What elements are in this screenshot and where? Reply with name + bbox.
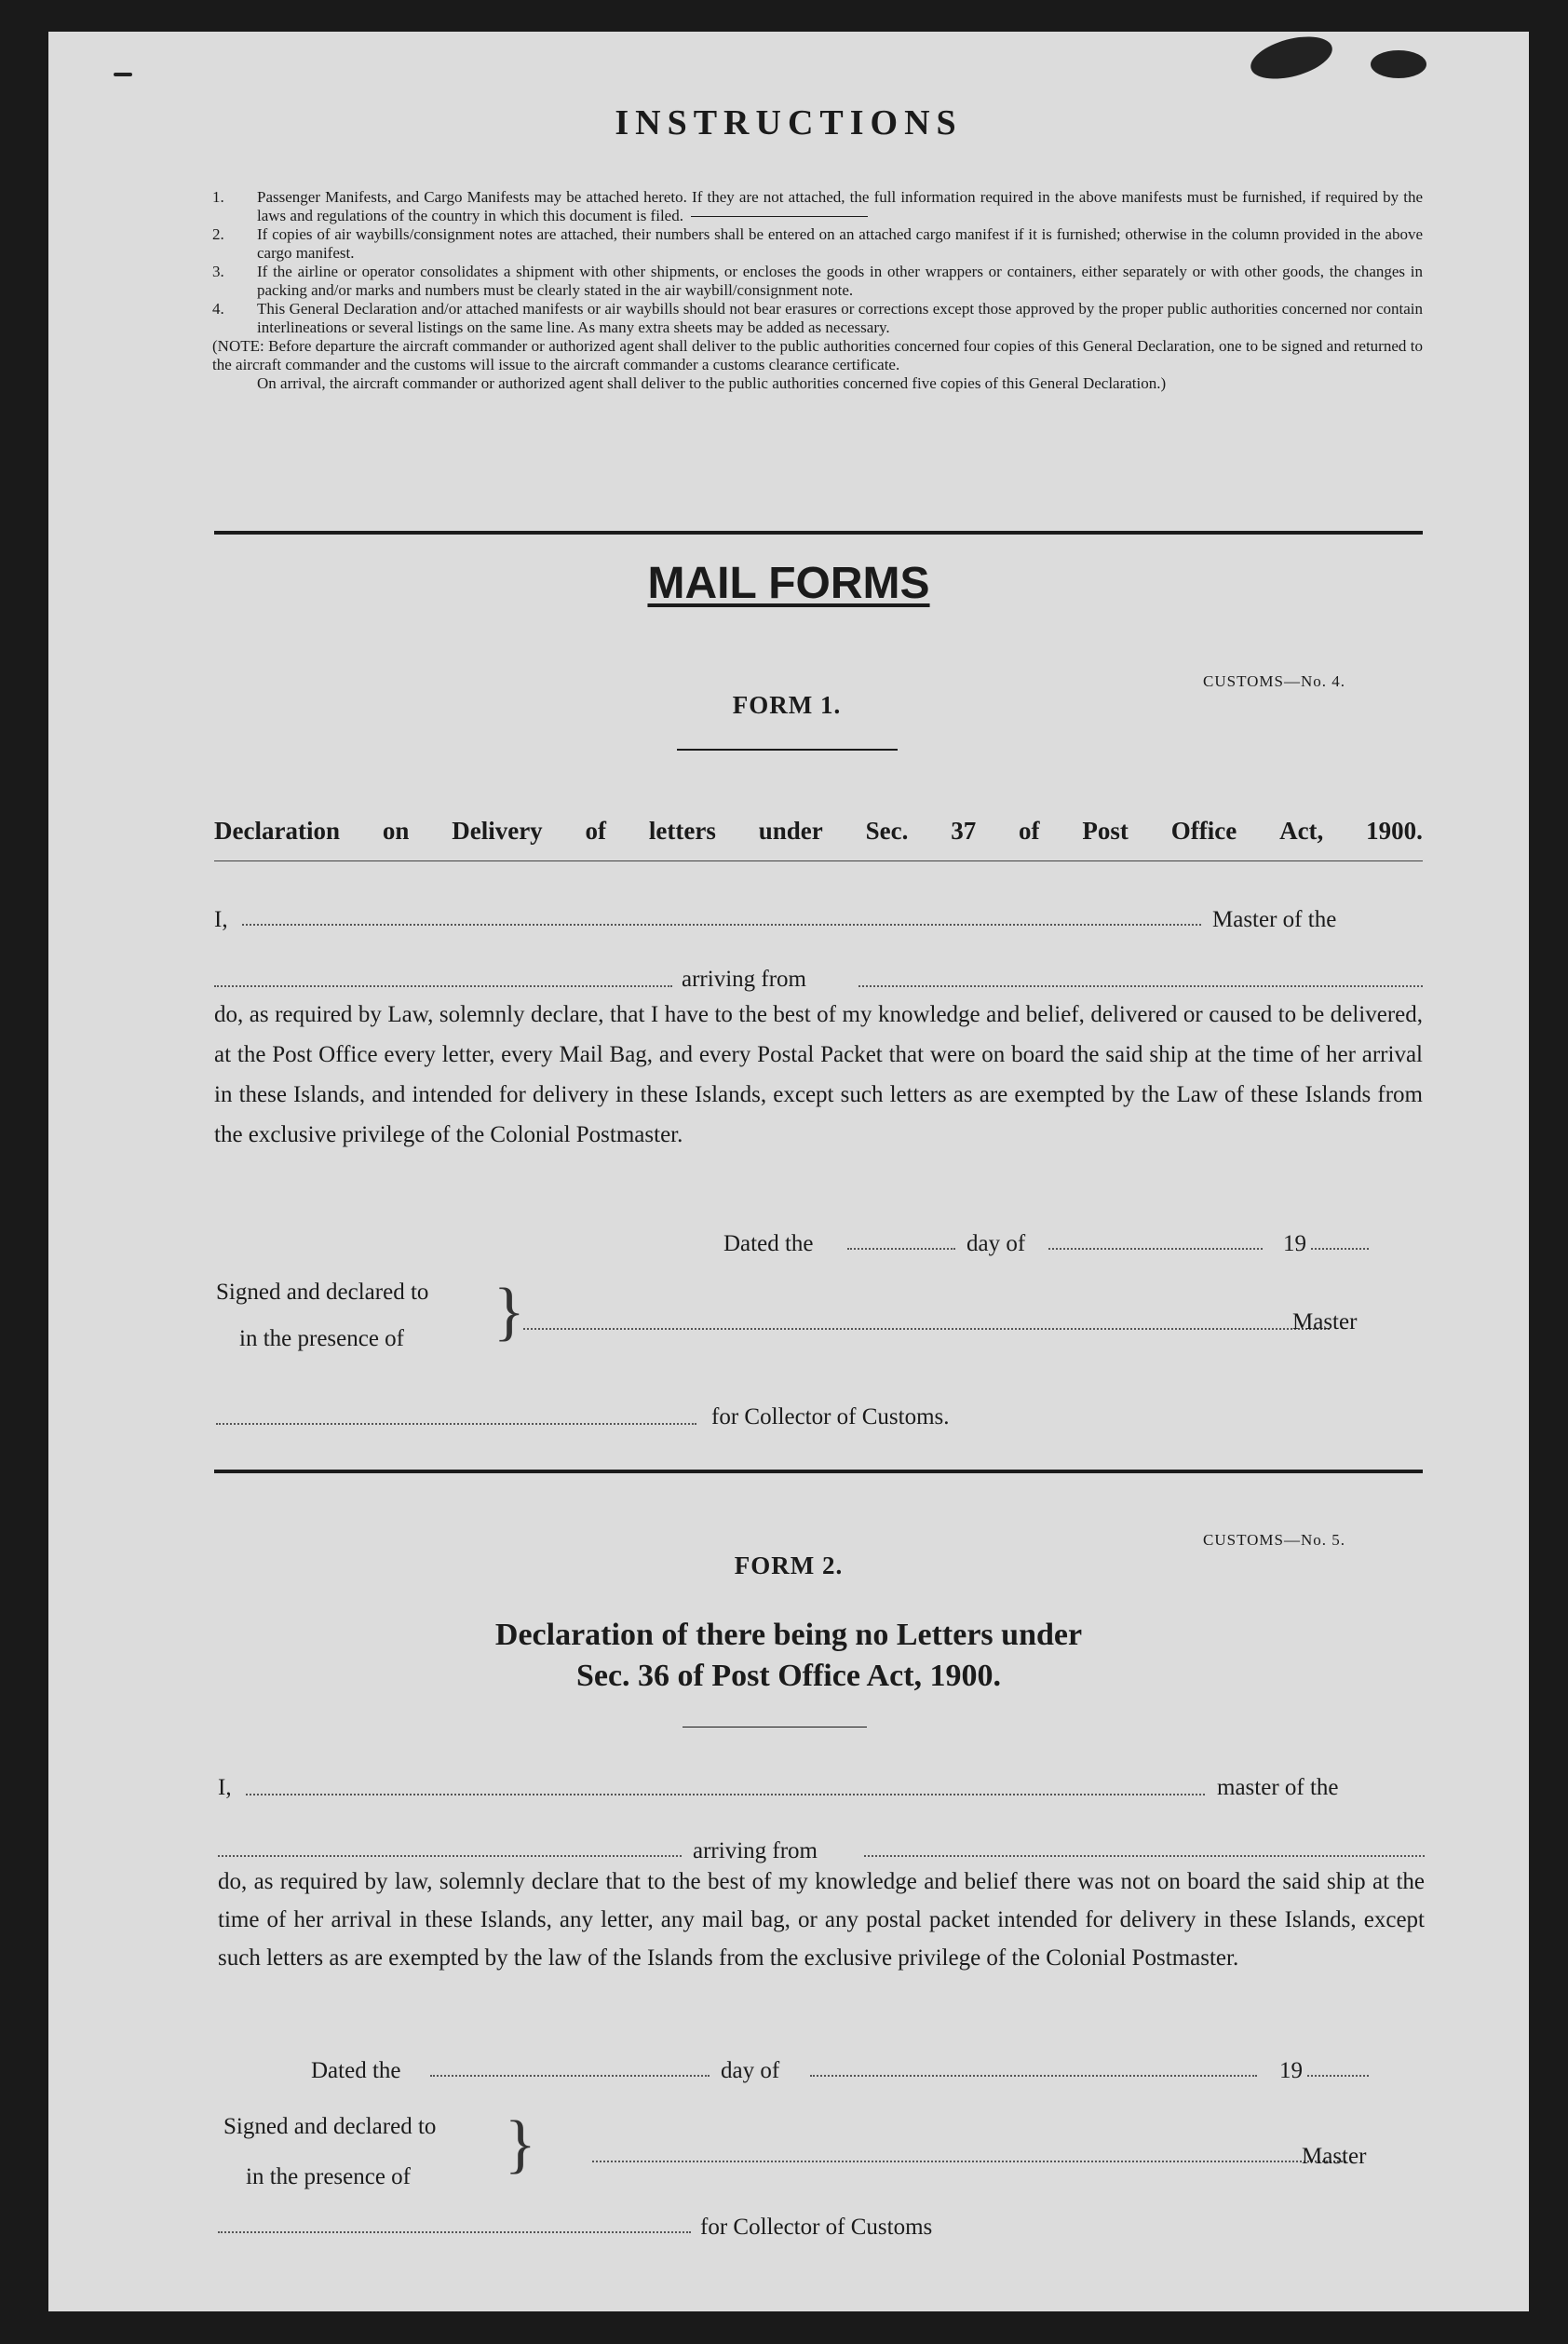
master-of-the-label: master of the xyxy=(1217,1775,1339,1800)
day-of-label: day of xyxy=(721,2058,780,2083)
ship-name-field[interactable] xyxy=(214,980,672,987)
i-label: I, xyxy=(214,907,228,932)
master-signature-field[interactable] xyxy=(592,2155,1346,2162)
instruction-note: (NOTE: Before departure the aircraft commander or authorized agent shall deliver to the public authorities concerned four copies of this General Declaration, one to be signed and returned to the aircraft commander and the customs will issue to the aircraft commander a customs clearance certificate. xyxy=(212,337,1423,373)
date-month-field[interactable] xyxy=(1048,1242,1263,1250)
master-of-the-label: Master of the xyxy=(1212,907,1337,932)
collector-signature-field[interactable] xyxy=(216,1417,696,1425)
year-prefix: 19 xyxy=(1283,1231,1306,1256)
for-collector-label: for Collector of Customs. xyxy=(711,1404,950,1429)
form2-heading-rule xyxy=(683,1727,867,1728)
year-prefix: 19 xyxy=(1279,2058,1303,2083)
ink-smudge xyxy=(1371,50,1426,78)
master-signature-field[interactable] xyxy=(523,1322,1330,1330)
date-year-field[interactable] xyxy=(1311,1242,1369,1250)
master-label: Master xyxy=(1302,2144,1367,2169)
document-page xyxy=(48,32,1529,2311)
form2-heading: FORM 2. xyxy=(734,1551,844,1579)
section-divider xyxy=(214,1470,1423,1473)
customs-number: CUSTOMS—No. 5. xyxy=(1203,1531,1346,1549)
ship-name-field[interactable] xyxy=(218,1849,682,1857)
arriving-from-label: arriving from xyxy=(693,1838,818,1863)
master-label: Master xyxy=(1292,1309,1358,1335)
customs-number: CUSTOMS—No. 4. xyxy=(1203,672,1346,690)
ink-smudge xyxy=(1246,32,1336,87)
dated-the-label: Dated the xyxy=(311,2058,401,2083)
master-name-field[interactable] xyxy=(246,1788,1205,1795)
item-number: 4. xyxy=(212,300,224,318)
item-number: 3. xyxy=(212,263,224,280)
form1-title-rule xyxy=(214,860,1423,861)
date-day-field[interactable] xyxy=(430,2069,710,2077)
item-text: Passenger Manifests, and Cargo Manifests may be attached hereto. If they are not attached, the full information required in the above manifests must be furnished, if required by the laws and regulations of the country in which this document is filed. xyxy=(257,188,1423,224)
date-month-field[interactable] xyxy=(810,2069,1257,2077)
arriving-from-field[interactable] xyxy=(864,1849,1425,1857)
section-divider xyxy=(214,531,1423,535)
brace-icon: } xyxy=(505,2108,536,2180)
form2-body: do, as required by law, solemnly declare that to the best of my knowledge and belief there was not on board the said ship at the time of her arrival in these Islands, any letter, any mail bag, or any postal packet intended for delivery in these Islands, except such letters as are exempted by the law of the Islands from the exclusive privilege of the Colonial Postmaster. xyxy=(218,1869,1425,1971)
instructions-title: INSTRUCTIONS xyxy=(615,103,963,142)
instruction-note-arrival: On arrival, the aircraft commander or authorized agent shall deliver to the public authorities concerned five copies of this General Declaration.) xyxy=(257,374,1167,392)
master-name-field[interactable] xyxy=(242,918,1201,926)
date-year-field[interactable] xyxy=(1307,2069,1369,2077)
day-of-label: day of xyxy=(966,1231,1026,1256)
brace-icon: } xyxy=(493,1276,525,1348)
item-text: If the airline or operator consolidates a shipment with other shipments, or encloses the goods in other wrappers or containers, either separately or with other goods, the changes in packing and/or marks and numbers must be clearly stated in the air waybill/consignment note. xyxy=(257,263,1423,299)
collector-signature-field[interactable] xyxy=(218,2226,691,2233)
i-label: I, xyxy=(218,1775,232,1800)
instruction-item xyxy=(212,188,1423,225)
presence-label: in the presence of xyxy=(239,1326,405,1351)
item-text: This General Declaration and/or attached manifests or air waybills should not bear erasures or corrections except those approved by the proper public authorities concerned nor contain interlineations or several listings on the same line. As many extra sheets may be added as necessary. xyxy=(257,300,1423,336)
arriving-from-label: arriving from xyxy=(682,967,806,992)
signed-label: Signed and declared to xyxy=(216,1280,429,1305)
item-number: 2. xyxy=(212,225,224,243)
item-number: 1. xyxy=(212,188,224,206)
form1-heading: FORM 1. xyxy=(732,691,842,719)
presence-label: in the presence of xyxy=(246,2164,412,2189)
item-text: If copies of air waybills/consignment notes are attached, their numbers shall be entered on an attached cargo manifest if it is furnished; otherwise in the column provided in the above cargo manifest. xyxy=(257,225,1423,262)
date-day-field[interactable] xyxy=(847,1242,955,1250)
form2-declaration-title: Declaration of there being no Letters under Sec. 36 of Post Office Act, 1900. xyxy=(494,1618,1083,1693)
instruction-item xyxy=(212,263,1423,300)
form1-heading-rule xyxy=(677,749,898,751)
instruction-item xyxy=(212,300,1423,337)
arriving-from-field[interactable] xyxy=(858,980,1423,987)
form1-body: do, as required by Law, solemnly declare, that I have to the best of my knowledge and belief, delivered or caused to be delivered, at the Post Office every letter, every Mail Bag, and every Postal Packet that were on board the said ship at the time of her arrival in these Islands, and intended for delivery in these Islands, except such letters as are exempted by the Law of these Islands from the exclusive privilege of the Colonial Postmaster. xyxy=(214,1002,1423,1147)
signed-label: Signed and declared to xyxy=(223,2114,437,2139)
form1-declaration-title: Declaration on Delivery of letters under Sec. 37 of Post Office Act, 1900. xyxy=(214,817,1423,845)
for-collector-label: for Collector of Customs xyxy=(700,2215,933,2240)
ink-smudge xyxy=(114,73,132,76)
instructions-list xyxy=(212,188,1423,393)
instruction-item xyxy=(212,225,1423,263)
mail-forms-title: MAIL FORMS xyxy=(647,559,930,608)
dated-the-label: Dated the xyxy=(723,1231,814,1256)
